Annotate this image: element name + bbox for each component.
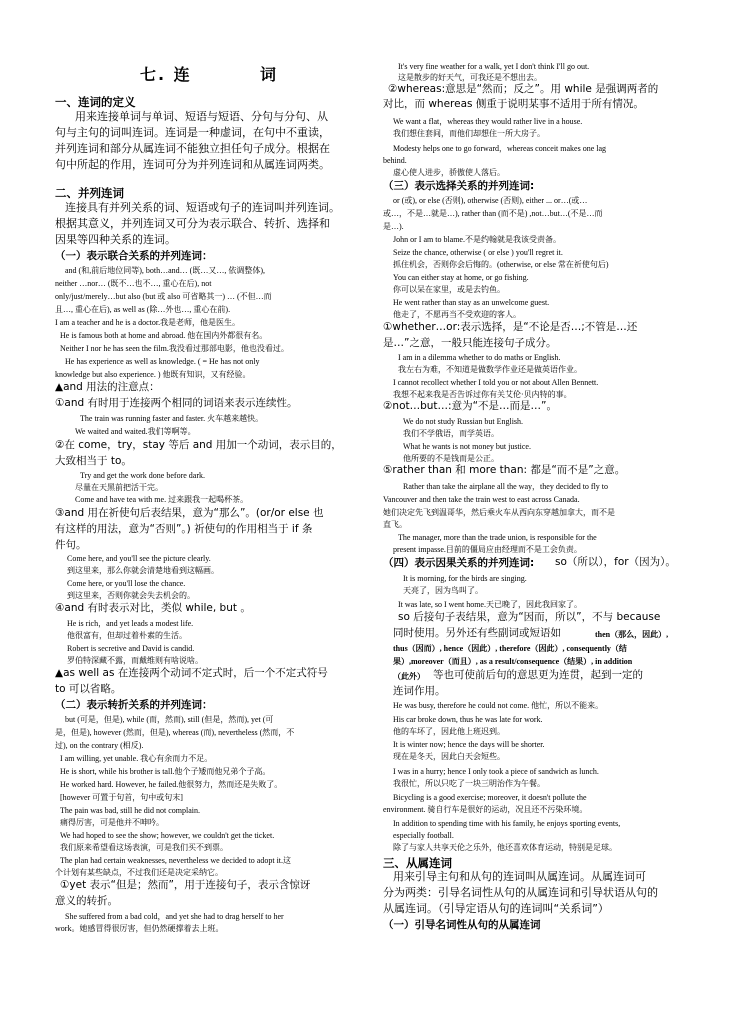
text-line: 我很忙，所以只吃了一块三明治作为午餐。 [393, 779, 545, 788]
text-line: John or I am to blame.不是约翰就是我该受责备。 [393, 235, 561, 244]
text-line: ⑤rather than 和 more than: 都是“而不是”之意。 [383, 464, 626, 476]
text-line: Come here, and you'll see the picture clearly. [67, 554, 211, 563]
text-line: （此外） [393, 672, 425, 681]
text-line: 果）,moreover（而且）, as a result/consequence（结果）, in addition [393, 657, 633, 666]
text-line: 意义的转折。 [55, 895, 118, 907]
text-line: Come and have tea with me. 过来跟我一起喝杯茶。 [75, 495, 249, 504]
text-line: ②在 come，try，stay 等后 and 用加一个动词，表示目的， [55, 439, 342, 451]
text-line: The manager, more than the trade union, is responsible for the [398, 533, 597, 542]
section2-line: 根据其意义，并列连词又可分为表示联合、转折、选择和 [55, 217, 330, 230]
text-line: then（那么，因此）, [595, 630, 669, 639]
page-title [140, 62, 279, 85]
text-line: so（所以），for（因为）。 [555, 556, 676, 568]
text-line: He is rich，and yet leads a modest life. [67, 619, 194, 628]
section1-heading: 一、连词的定义 [55, 95, 136, 109]
text-line: or (或), or else (否则), otherwise (否则), either ... or…(或… [393, 196, 588, 205]
section1-line: 句中所起的作用，连词可分为并列连词和从属连词两类。 [55, 158, 330, 171]
text-line: We had hoped to see the show; however, we couldn't get the ticket. [60, 831, 275, 840]
text-line: It is winter now; hence the days will be shorter. [393, 740, 545, 749]
text-line: 过), on the contrary (相反). [55, 741, 144, 750]
text-line: ①yet 表示“但是；然而”，用于连接句子，表示含惊讶 [60, 879, 311, 891]
section2-line: 因果等四种关系的连词。 [55, 233, 176, 246]
text-line: 我左右为难，不知道是做数学作业还是做英语作业。 [398, 365, 582, 374]
title-part-a: 七. 连 [140, 65, 192, 84]
section1-line: 并列连词和部分从属连词不能独立担任句子成分。根据在 [55, 142, 330, 155]
text-line: 同时使用。另外还有些副词或短语如 [393, 627, 561, 639]
text-line: ②not…but…:意为“不是…而是…”。 [383, 400, 557, 412]
text-line: Rather than take the airplane all the way，they decided to fly to [403, 482, 609, 491]
text-line: The plan had certain weaknesses, nevertheless we decided to adopt it.这 [60, 856, 292, 865]
text-line: 我们原来希望看这场表演，可是我们买不到票。 [60, 843, 228, 852]
text-line: I am a teacher and he is a doctor.我是老师，他是医生。 [55, 318, 241, 327]
text-line: ②whereas:意思是“然而；反之”。用 while 是强调两者的 [388, 83, 659, 95]
text-line: We want a flat，whereas they would rather live in a house. [393, 117, 583, 126]
text-line: Modesty helps one to go forward，whereas conceit makes one lag [393, 144, 607, 153]
text-line: 我们不学俄语，而学英语。 [403, 429, 499, 438]
text-line: Neither I nor he has seen the film.我没看过那部电影，他也没看过。 [60, 344, 289, 353]
text-line: It's very fine weather for a walk, yet I don't think I'll go out. [398, 62, 590, 71]
text-line: 直飞。 [383, 520, 407, 529]
text-line: 抓住机会，否则你会后悔的。(otherwise, or else 常在祈使句后) [393, 260, 609, 269]
text-line: 天亮了，因为鸟叫了。 [403, 586, 483, 595]
text-line: Come here, or you'll lose the chance. [67, 579, 186, 588]
section3-line: 从属连词。（引导定语从句的连词叫“关系词”） [383, 902, 609, 915]
text-line: 是…”之意，一般只能连接句子成分。 [383, 337, 557, 349]
title-part-b: 词 [260, 65, 279, 84]
text-line: 他很富有，但却过着朴素的生活。 [67, 631, 187, 640]
text-line: ▲as well as 在连接两个动词不定式时，后一个不定式符号 [55, 667, 328, 679]
text-line: He is famous both at home and abroad. 他在国内外都很有名。 [60, 331, 268, 340]
text-line: 大致相当于 to。 [55, 455, 132, 467]
subsection1-heading: （一）表示联合关系的并列连词： [55, 250, 213, 262]
text-line: 尽量在天黑前把活干完。 [75, 483, 163, 492]
text-line: Bicycling is a good exercise; moreover, it doesn't pollute the [393, 793, 587, 802]
text-line: 有这样的用法，意为“否则”。) 祈使句的作用相当于 if 条 [55, 523, 313, 535]
text-line: environment. 骑自行车是很好的运动，况且还不污染环境。 [383, 805, 588, 814]
text-line: work。她感冒得很厉害，但仍然硬撑着去上班。 [55, 924, 224, 933]
text-line: You can either stay at home, or go fishing. [393, 273, 529, 282]
text-line: He has experience as well as knowledge. ( = He has not only [65, 357, 260, 366]
text-line: 是…). [383, 222, 404, 231]
text-line: Vancouver and then take the train west to east across Canada. [383, 495, 580, 504]
text-line: especially football. [393, 831, 454, 840]
section1-line: 用来连接单词与单词、短语与短语、分句与分句、从 [75, 110, 328, 123]
text-line: We do not study Russian but English. [403, 417, 524, 426]
text-line: only/just/merely…but also (but 或 also 可省略其一) … (不但…而 [55, 292, 272, 301]
section3-line: 分为两类：引导名词性从句的从属连词和引导状语从句的 [383, 886, 658, 899]
text-line: ①whether…or:表示选择，是“不论是否…;不管是…还 [383, 321, 638, 333]
text-line: What he wants is not money but justice. [403, 442, 531, 451]
text-line: and (和,前后地位同等), both…and… (既…又…, 依调整体), [65, 266, 265, 275]
text-line: thus（因而）, hence（因此）, therefore（因此）, consequently（结 [393, 644, 627, 653]
section3-heading: 三、从属连词 [383, 856, 452, 870]
text-line: 他的车坏了，因此他上班迟到。 [393, 727, 505, 736]
text-line: I am in a dilemma whether to do maths or English. [398, 353, 561, 362]
text-line: Try and get the work done before dark. [80, 471, 206, 480]
text-line: 痛得厉害，可是他并不呻吟。 [60, 818, 164, 827]
text-line: ①and 有时用于连接两个相同的词语来表示连续性。 [55, 397, 298, 409]
text-line: 他所要的不是钱而是公正。 [403, 454, 499, 463]
text-line: 件句。 [55, 539, 87, 551]
text-line: knowledge but also experience. ) 他既有知识，又有经验。 [55, 370, 251, 379]
text-line: The train was running faster and faster. 火车越来越快。 [80, 414, 264, 423]
subsection2-heading: （二）表示转折关系的并列连词： [55, 699, 213, 711]
text-line: ③and 用在祈使句后表结果，意为“那么”。(or/or else 也 [55, 507, 324, 519]
text-line: 到这里来，那么你就会清楚地看到这幅画。 [67, 566, 219, 575]
text-line: 对比，而 whereas 侧重于说明某事不适用于所有情况。 [383, 98, 644, 110]
text-line: Robert is secretive and David is candid. [67, 644, 195, 653]
text-line: so 后接句子表结果，意为“因而，所以”，不与 because [398, 611, 661, 623]
section2-heading: 二、并列连词 [55, 186, 124, 200]
text-line: 你可以呆在家里，或是去钓鱼。 [393, 285, 505, 294]
text-line: 我想不起来我是否告诉过你有关艾伦·贝内特的事。 [393, 390, 572, 399]
and-usage-heading: ▲and 用法的注意点： [55, 381, 160, 393]
text-line: He worked hard. However, he failed.他很努力，然而还是失败了。 [60, 780, 283, 789]
text-line: 连词作用。 [393, 685, 446, 697]
text-line: He went rather than stay as an unwelcome guest. [393, 298, 550, 307]
text-line: It was late, so I went home.天已晚了，因此我回家了。 [398, 600, 582, 609]
text-line: neither …nor… (既不…也不…, 重心在后), not [55, 279, 212, 288]
text-line: The pain was bad, still he did not complain. [60, 806, 200, 815]
text-line: 等也可使前后句的意思更为连贯，起到一定的 [433, 669, 643, 681]
text-line: 到这里来，否则你就会失去机会的。 [67, 591, 195, 600]
text-line: 她们决定先飞到温哥华，然后乘火车从西向东穿越加拿大，而不是 [383, 508, 615, 517]
text-line: 除了与家人共享天伦之乐外，他还喜欢体育运动，特别是足球。 [393, 843, 617, 852]
text-line: It is morning, for the birds are singing. [403, 574, 527, 583]
text-line: 个计划有某些缺点，不过我们还是决定采纳它。 [55, 868, 223, 877]
text-line: Seize the chance, otherwise ( or else ) you'll regret it. [393, 248, 563, 257]
text-line: I am willing, yet unable. 我心有余而力不足。 [60, 754, 213, 763]
text-line: He was busy, therefore he could not come. 他忙，所以不能来。 [393, 701, 604, 710]
text-line: She suffered from a bad cold，and yet she had to drag herself to her [65, 912, 284, 921]
text-line: He is short, while his brother is tall.他个子矮而他兄弟个子高。 [60, 767, 271, 776]
text-line: I was in a hurry; hence I only took a piece of sandwich as lunch. [393, 767, 599, 776]
text-line: 罗伯特深藏不露，而戴维则有啥说啥。 [67, 656, 203, 665]
text-line: I cannot recollect whether I told you or not about Allen Bennett. [393, 378, 599, 387]
text-line: 我们想住套间，而他们却想住一所大房子。 [393, 129, 545, 138]
text-line: In addition to spending time with his family, he enjoys sporting events, [393, 819, 621, 828]
text-line: present impasse.目前的僵局应由经理而不是工会负责。 [393, 545, 582, 554]
section3-line: 用来引导主句和从句的连词叫从属连词。从属连词可 [393, 870, 646, 883]
text-line: ④and 有时表示对比，类似 while, but 。 [55, 602, 251, 614]
section2-line: 连接具有并列关系的词、短语或句子的连词叫并列连词。 [65, 201, 340, 214]
text-line: 且…, 重心在后), as well as (除…外也…, 重心在前). [55, 305, 231, 314]
text-line: [however 可置于句首，句中或句末] [60, 793, 183, 802]
text-line: to 可以省略。 [55, 683, 122, 695]
text-line: but (可是，但是), while (而，然而), still (但是，然而), yet (可 [65, 715, 274, 724]
text-line: behind. [383, 156, 407, 165]
subsection3-heading: （三）表示选择关系的并列连词: [383, 180, 535, 192]
subsection5-heading: （一）引导名词性从句的从属连词 [383, 919, 541, 931]
text-line: 这是散步的好天气，可我还是不想出去。 [398, 73, 542, 82]
text-line: We waited and waited.我们等啊等。 [75, 427, 196, 436]
subsection4-heading: （四）表示因果关系的并列连词: [383, 557, 535, 569]
text-line: 现在是冬天，因此白天会短些。 [393, 752, 505, 761]
section1-line: 句与主句的词叫连词。连词是一种虚词，在句中不重读， [55, 126, 330, 139]
text-line: 虚心使人进步，骄傲使人落后。 [393, 168, 505, 177]
text-line: 是，但是), however (然而，但是), whereas (而), nevertheless (然而，不 [55, 728, 295, 737]
text-line: 他走了，不愿再当不受欢迎的客人。 [393, 310, 521, 319]
text-line: 或…，不是…就是…), rather than (而不是) ,not…but…(不是…而 [383, 209, 603, 218]
text-line: His car broke down, thus he was late for work. [393, 715, 543, 724]
